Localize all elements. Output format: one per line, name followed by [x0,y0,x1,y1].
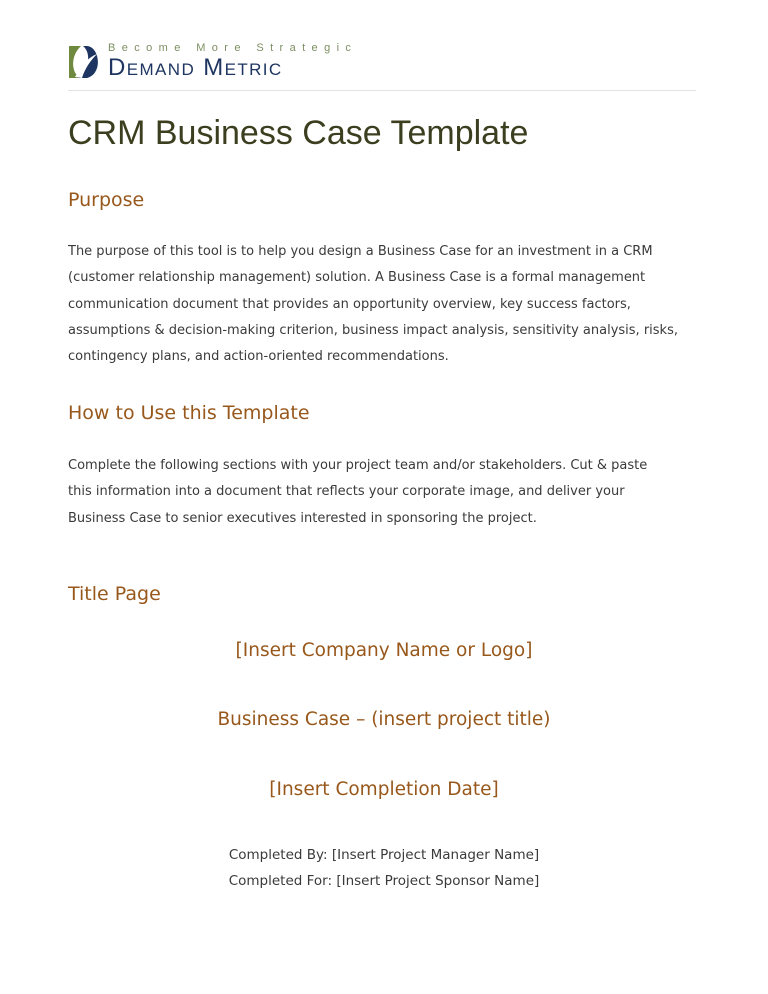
paragraph-line: (customer relationship management) solution. A Business Case is a formal management [68,270,646,286]
completed-by-line: Completed By: [Insert Project Manager Name] [228,847,540,863]
project-title-placeholder: Business Case – (insert project title) [217,709,551,730]
purpose-paragraph [68,239,708,370]
how-to-use-paragraph [68,453,708,532]
paragraph-line: contingency plans, and action-oriented recommendations. [68,349,449,365]
section-heading-purpose: Purpose [68,189,145,211]
paragraph-line: Complete the following sections with your project team and/or stakeholders. Cut & paste [68,458,648,473]
company-name-placeholder: [Insert Company Name or Logo] [235,640,533,661]
logo-brand-name: Demand Metric [108,54,283,81]
document-title: CRM Business Case Template [68,114,529,152]
paragraph-line: this information into a document that reflects your corporate image, and deliver your [68,484,625,500]
header-divider [68,90,696,91]
paragraph-line: communication document that provides an opportunity overview, key success factors, [68,296,631,312]
demand-metric-swoosh-logo-icon [67,44,101,80]
section-heading-how-to-use: How to Use this Template [68,402,310,424]
section-heading-title-page: Title Page [68,583,161,605]
paragraph-line: assumptions & decision-making criterion, business impact analysis, sensitivity analysis, risks, [68,322,678,338]
completion-date-placeholder: [Insert Completion Date] [269,779,499,800]
demand-metric-logo [67,42,367,82]
logo-tagline: Become More Strategic [108,42,358,54]
completed-for-line: Completed For: [Insert Project Sponsor Name] [228,873,540,889]
paragraph-line: Business Case to senior executives interested in sponsoring the project. [68,510,537,526]
paragraph-line: The purpose of this tool is to help you design a Business Case for an investment in a CRM [68,244,653,259]
